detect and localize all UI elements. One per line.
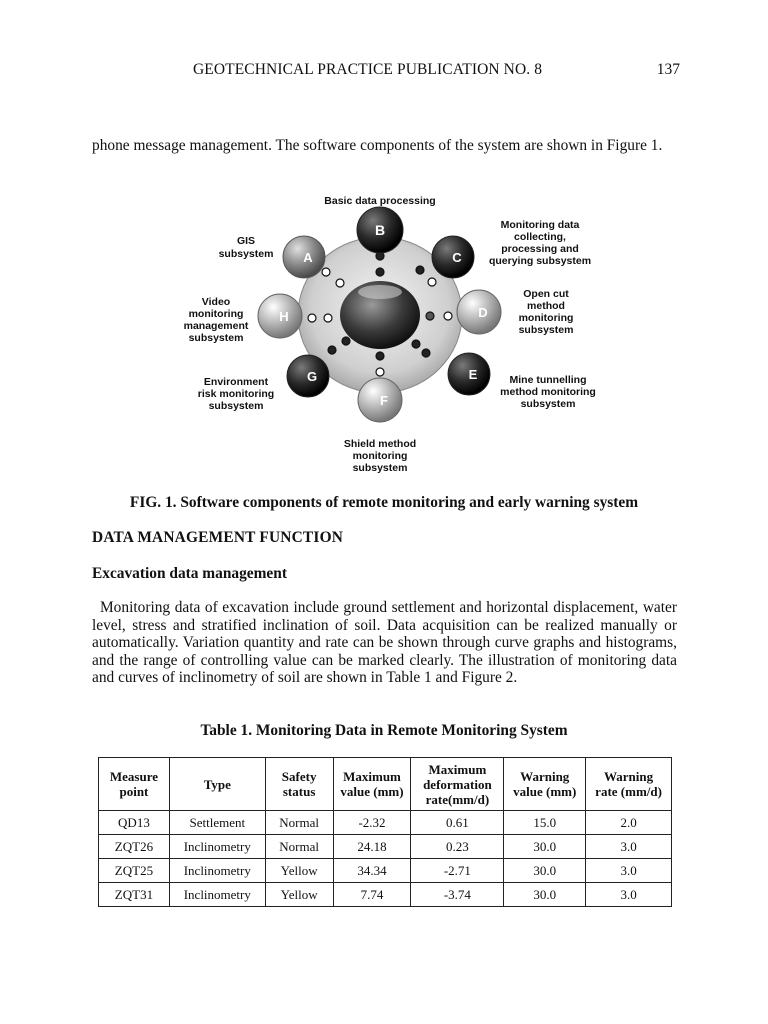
cell-maximum-value: 7.74 xyxy=(333,883,411,907)
figure-caption: FIG. 1. Software components of remote monitoring and early warning system xyxy=(129,494,639,511)
cell-safety-status: Yellow xyxy=(265,859,333,883)
node-a-letter: A xyxy=(303,250,313,265)
figure-1 xyxy=(170,190,610,480)
node-f-letter: F xyxy=(380,393,388,408)
body-text: Monitoring data of excavation include ground settlement and horizontal displacement, water level, stress and stratified inclination of soil. Data acquisition can be realized manually or automatically. Variation quantity and rate can be shown through curve graphs and histograms, and the range of controlling value can be marked clearly. The illustration of monitoring data and curves of inclinometry of soil are shown in Table 1 and Figure 2. xyxy=(92,599,677,687)
col-header-type: Type xyxy=(169,758,265,811)
label-f-line-2: monitoring xyxy=(352,450,408,462)
cell-warning-rate: 3.0 xyxy=(586,835,672,859)
label-g-line-2: risk monitoring xyxy=(197,388,275,400)
label-g-line-1: Environment xyxy=(203,376,269,388)
cell-maximum-deformation-rate: -3.74 xyxy=(411,883,504,907)
label-e-line-2: method monitoring xyxy=(500,386,596,398)
label-d-line-3: monitoring xyxy=(518,312,574,324)
cell-measure-point: ZQT31 xyxy=(99,883,170,907)
label-d-line-4: subsystem xyxy=(518,324,574,336)
node-f xyxy=(358,378,402,422)
label-c-line-1: Monitoring data xyxy=(500,219,580,231)
cell-maximum-value: 24.18 xyxy=(333,835,411,859)
system-components-diagram xyxy=(170,190,610,480)
table-row xyxy=(99,811,672,835)
col-header-warning-rate: Warning rate (mm/d) xyxy=(586,758,672,811)
intro-text: phone message management. The software components of the system are shown in Figure 1. xyxy=(92,137,663,154)
label-c-line-3: processing and xyxy=(501,243,579,255)
label-h-line-2: monitoring xyxy=(188,308,244,320)
cell-safety-status: Yellow xyxy=(265,883,333,907)
node-d-letter: D xyxy=(478,305,488,320)
table-header-row xyxy=(99,758,672,811)
cell-maximum-value: -2.32 xyxy=(333,811,411,835)
cell-measure-point: ZQT25 xyxy=(99,859,170,883)
table-row xyxy=(99,859,672,883)
cell-type: Inclinometry xyxy=(169,835,265,859)
cell-maximum-deformation-rate: -2.71 xyxy=(411,859,504,883)
label-e-line-1: Mine tunnelling xyxy=(509,374,587,386)
running-header-title: GEOTECHNICAL PRACTICE PUBLICATION NO. 8 xyxy=(193,61,543,78)
cell-warning-rate: 3.0 xyxy=(586,883,672,907)
cell-warning-value: 30.0 xyxy=(504,859,586,883)
node-g-letter: G xyxy=(306,369,318,384)
intro-paragraph xyxy=(92,137,677,155)
page-number: 137 xyxy=(656,61,680,78)
cell-measure-point: ZQT26 xyxy=(99,835,170,859)
col-header-safety-status: Safety status xyxy=(265,758,333,811)
node-b-letter: B xyxy=(374,222,386,238)
cell-warning-rate: 2.0 xyxy=(586,811,672,835)
label-h-line-1: Video xyxy=(201,296,231,308)
label-h-line-3: management xyxy=(183,320,249,332)
label-a-line-2: subsystem xyxy=(218,248,274,260)
label-d-line-2: method xyxy=(527,300,565,312)
node-h xyxy=(258,294,302,338)
node-d xyxy=(457,290,501,334)
cell-warning-value: 15.0 xyxy=(504,811,586,835)
cell-maximum-deformation-rate: 0.23 xyxy=(411,835,504,859)
subsection-heading: Excavation data management xyxy=(92,565,287,582)
label-g-line-3: subsystem xyxy=(208,400,264,412)
node-c-letter: C xyxy=(452,250,462,265)
cell-warning-rate: 3.0 xyxy=(586,859,672,883)
table-row xyxy=(99,835,672,859)
hub-highlight xyxy=(358,285,402,299)
label-d-line-1: Open cut xyxy=(523,288,569,300)
cell-maximum-value: 34.34 xyxy=(333,859,411,883)
node-e xyxy=(448,353,490,395)
node-b xyxy=(357,207,403,253)
label-a-line-1: GIS xyxy=(236,235,256,247)
monitoring-data-table xyxy=(98,757,672,907)
node-c xyxy=(432,236,474,278)
label-c-line-4: querying subsystem xyxy=(488,255,592,267)
cell-safety-status: Normal xyxy=(265,835,333,859)
label-basic-data-processing: Basic data processing xyxy=(324,195,436,207)
cell-type: Settlement xyxy=(169,811,265,835)
cell-warning-value: 30.0 xyxy=(504,835,586,859)
table-row xyxy=(99,883,672,907)
cell-measure-point: QD13 xyxy=(99,811,170,835)
col-header-warning-value: Warning value (mm) xyxy=(504,758,586,811)
label-f-line-1: Shield method xyxy=(343,438,417,450)
node-e-letter: E xyxy=(468,367,478,382)
node-g xyxy=(287,355,329,397)
label-h-line-4: subsystem xyxy=(188,332,244,344)
cell-maximum-deformation-rate: 0.61 xyxy=(411,811,504,835)
label-f-line-3: subsystem xyxy=(352,462,408,474)
cell-safety-status: Normal xyxy=(265,811,333,835)
table-caption: Table 1. Monitoring Data in Remote Monitoring System xyxy=(200,722,568,739)
col-header-maximum-value: Maximum value (mm) xyxy=(333,758,411,811)
label-c-line-2: collecting, xyxy=(514,231,566,243)
body-paragraph xyxy=(92,599,677,687)
label-e-line-3: subsystem xyxy=(520,398,576,410)
col-header-measure-point: Measure point xyxy=(99,758,170,811)
cell-type: Inclinometry xyxy=(169,859,265,883)
cell-type: Inclinometry xyxy=(169,883,265,907)
node-h-letter: H xyxy=(279,309,289,324)
node-a xyxy=(283,236,325,278)
col-header-maximum-deformation-rate: Maximum deformation rate(mm/d) xyxy=(411,758,504,811)
section-heading: DATA MANAGEMENT FUNCTION xyxy=(92,529,344,546)
cell-warning-value: 30.0 xyxy=(504,883,586,907)
